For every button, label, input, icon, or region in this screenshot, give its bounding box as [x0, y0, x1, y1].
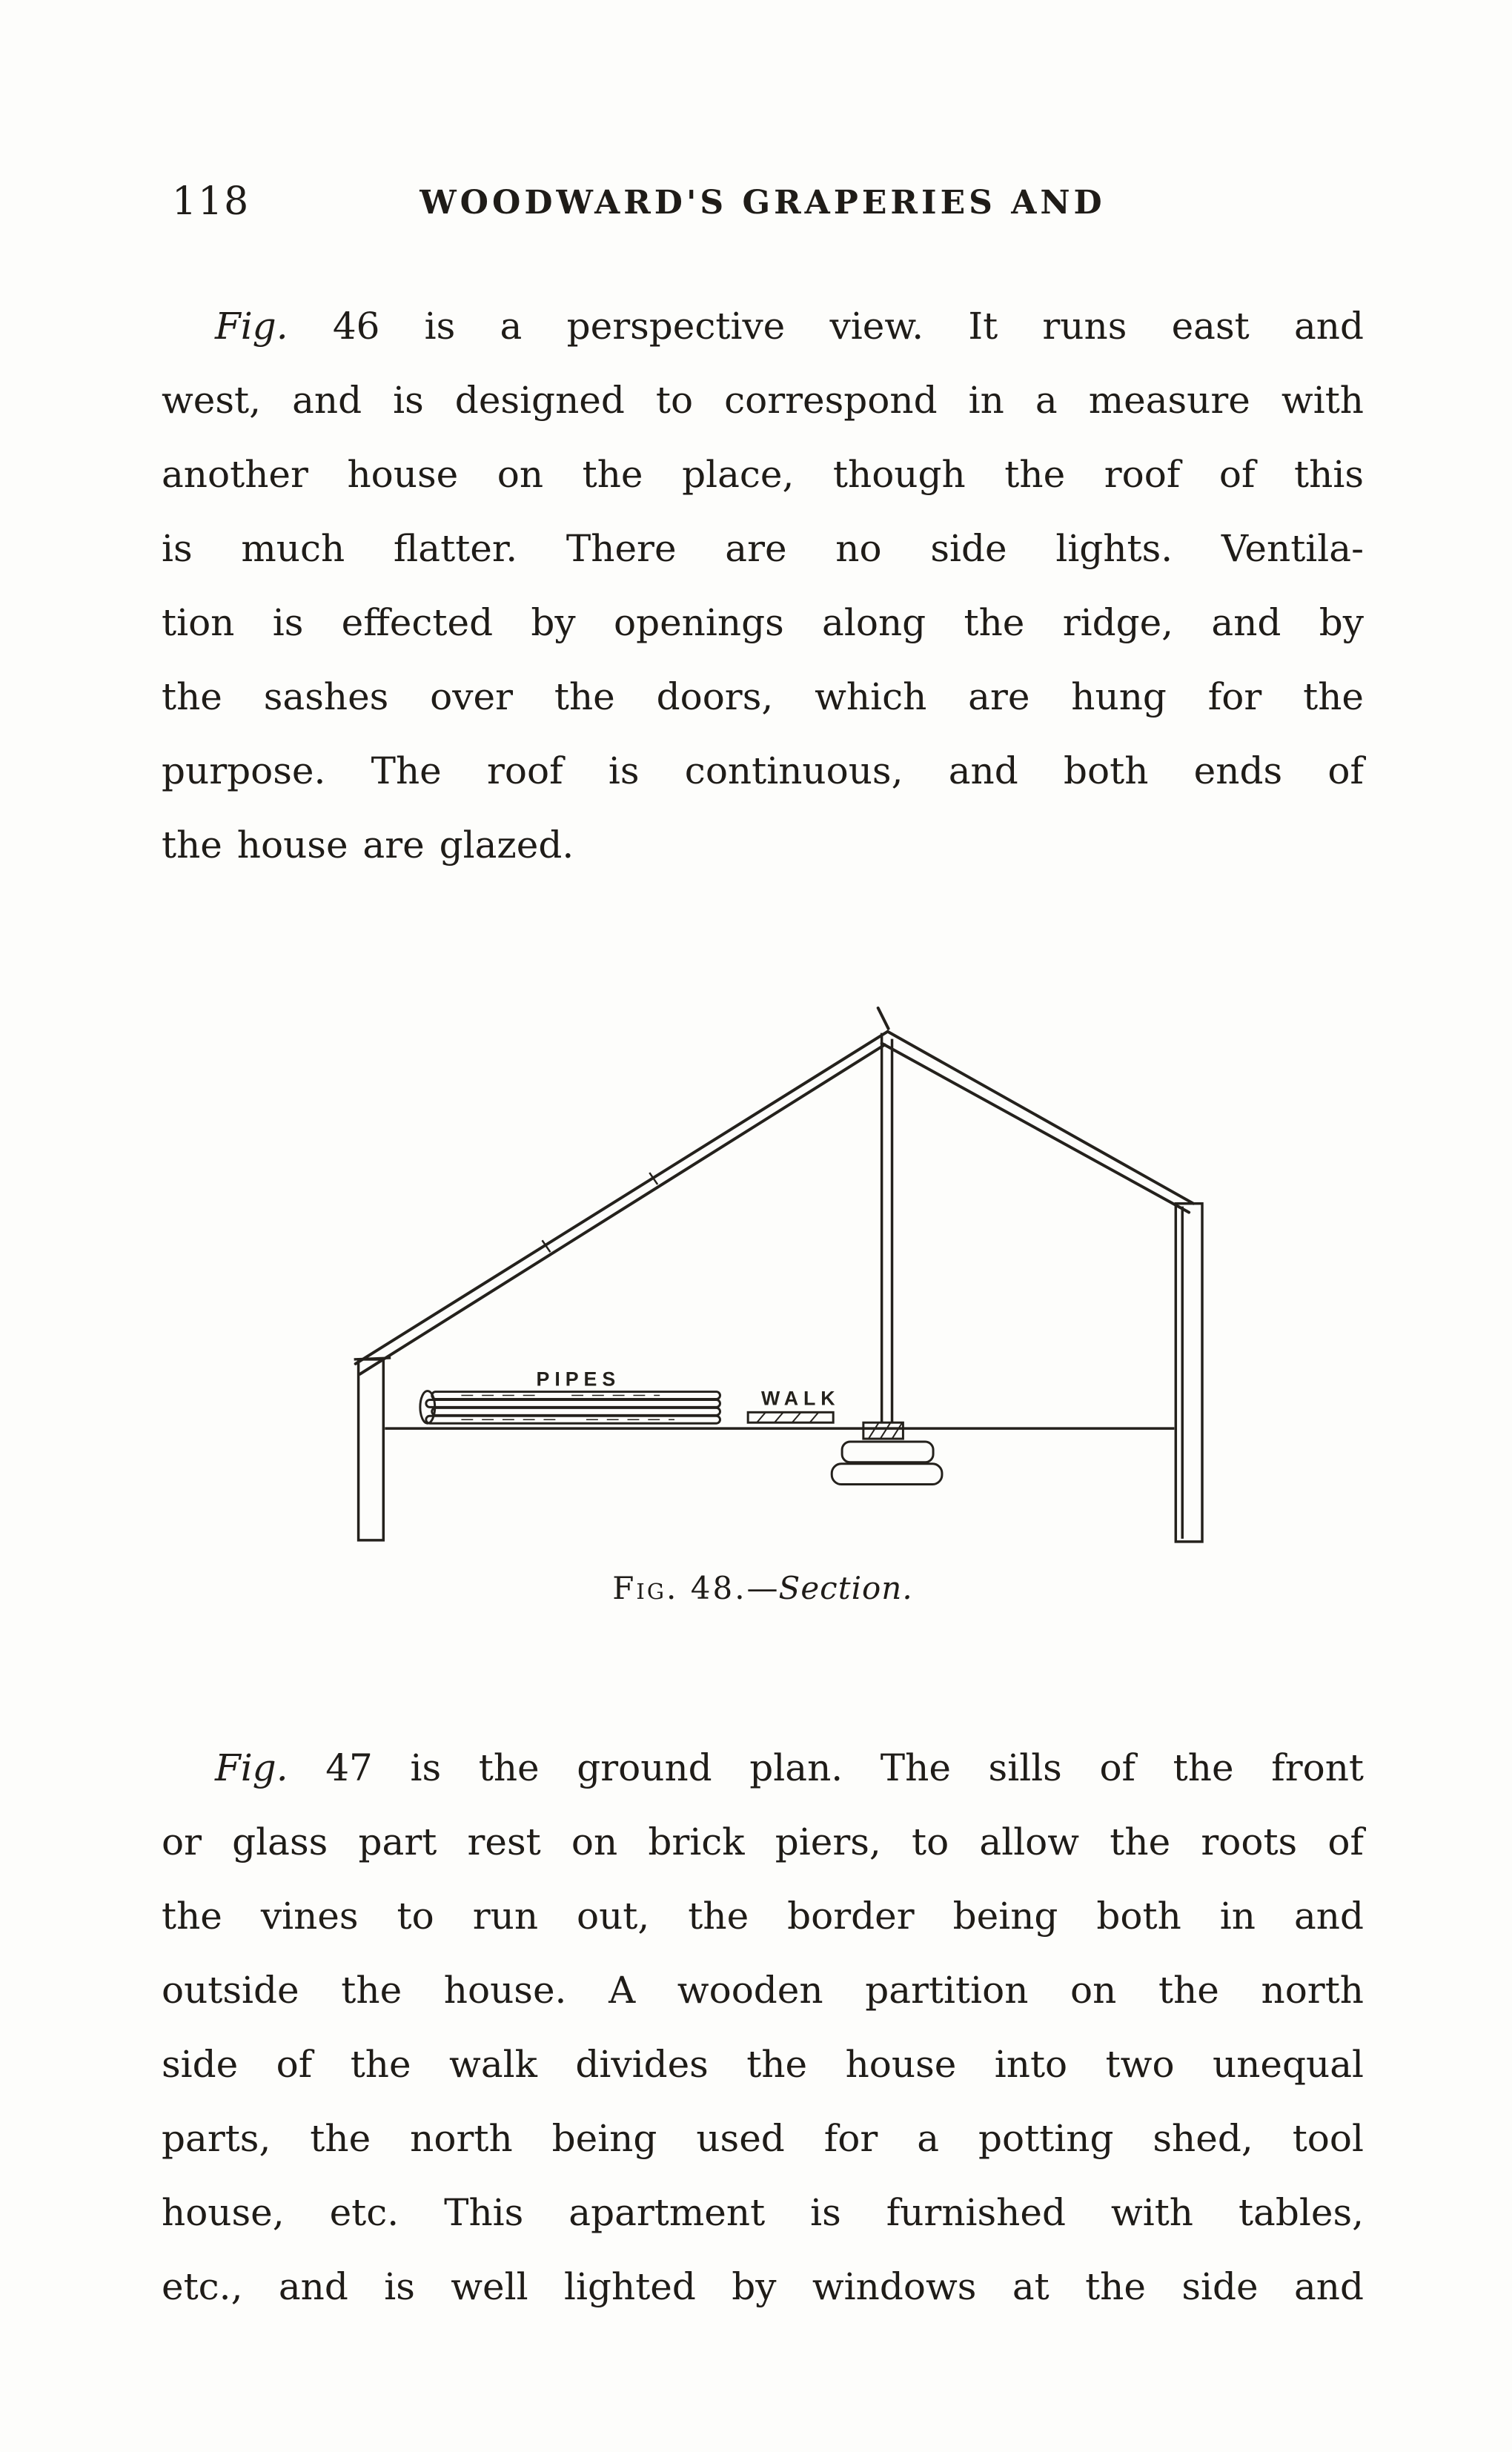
roof-lines	[356, 1008, 1194, 1374]
text-line: the sashes over the doors, which are hung for the	[162, 675, 1364, 718]
text-line-first	[162, 1731, 1364, 1805]
text-line: outside the house. A wooden partition on the north	[162, 1969, 1364, 2012]
text-line: side of the walk divides the house into two unequal	[162, 2043, 1364, 2086]
text-line: the house are glazed.	[162, 824, 574, 867]
fig46-lead-italic: Fig.	[215, 305, 288, 348]
text-line: parts, the north being used for a potting shed, tool	[162, 2117, 1364, 2160]
running-head	[162, 178, 1364, 231]
walk-label: WALK	[761, 1387, 840, 1410]
running-header: WOODWARD'S GRAPERIES AND	[420, 184, 1106, 222]
fig47-first-line-rest: 47 is the ground plan. The sills of the front	[288, 1746, 1364, 1789]
fig46-lines	[162, 363, 1364, 882]
heating-pipes	[420, 1391, 720, 1424]
fig46-first-line-rest: 46 is a perspective view. It runs east and	[288, 305, 1364, 348]
text-line: or glass part rest on brick piers, to allow the roots of	[162, 1820, 1364, 1863]
left-wall-post	[354, 1358, 391, 1540]
page-number: 118	[172, 179, 251, 224]
post-footing	[832, 1422, 942, 1484]
caption-separator: —	[746, 1570, 779, 1606]
section-drawing	[322, 986, 1204, 1545]
right-wall-post	[1176, 1204, 1202, 1542]
fig47-lead-italic: Fig.	[215, 1746, 288, 1789]
text-line-first	[162, 289, 1364, 363]
caption-label: Fig. 48.	[612, 1570, 747, 1606]
fig47-lines	[162, 1805, 1364, 2324]
text-line: west, and is designed to correspond in a measure with	[162, 379, 1364, 422]
text-line: tion is effected by openings along the ridge, and by	[162, 601, 1364, 644]
central-post	[882, 1033, 892, 1423]
caption-title: Section.	[778, 1570, 913, 1606]
figure-caption	[162, 1570, 1364, 1606]
paragraph-fig46	[162, 289, 1364, 882]
text-line: the vines to run out, the border being both in and	[162, 1895, 1364, 1938]
figure-section	[162, 986, 1364, 1606]
text-line: house, etc. This apartment is furnished with tables,	[162, 2191, 1364, 2234]
text-line: another house on the place, though the roof of this	[162, 453, 1364, 496]
paragraph-fig47	[162, 1731, 1364, 2324]
walk-mark	[748, 1412, 833, 1422]
pipes-label: PIPES	[536, 1368, 621, 1391]
text-line: purpose. The roof is continuous, and both ends of	[162, 749, 1364, 792]
text-line: etc., and is well lighted by windows at the side and	[162, 2265, 1364, 2308]
text-line: is much flatter. There are no side lights. Ventila-	[162, 527, 1364, 570]
